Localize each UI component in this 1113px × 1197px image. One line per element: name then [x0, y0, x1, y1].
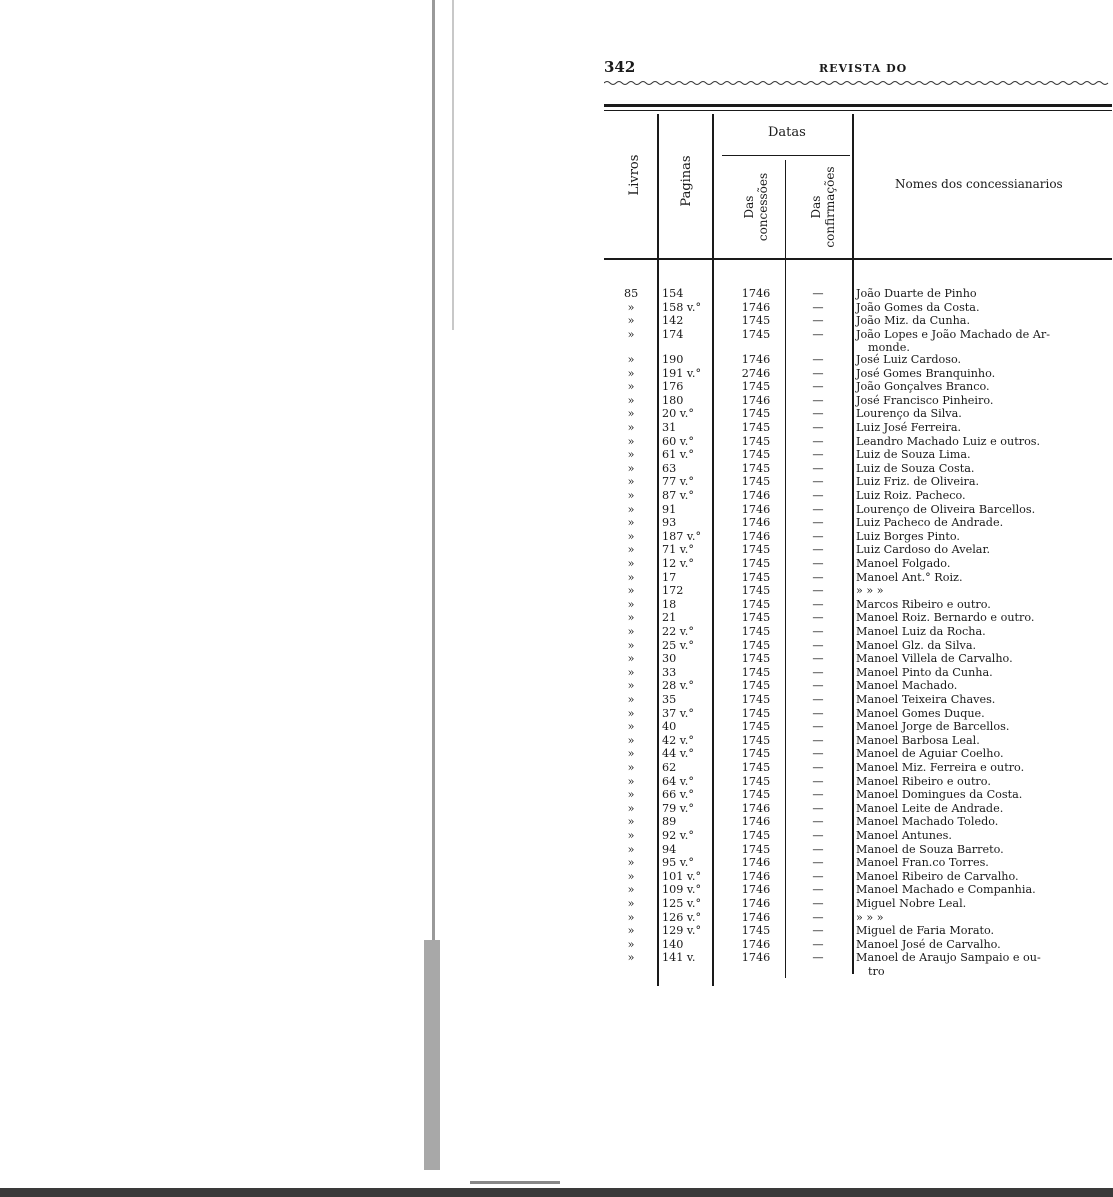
cell-pagina: 35: [662, 693, 677, 706]
cell-livro: »: [627, 679, 635, 693]
cell-pagina: 77 v.°: [662, 475, 694, 489]
cell-confirmacao: —: [812, 788, 824, 802]
cell-nome: Miguel Nobre Leal.: [856, 897, 967, 910]
cell-confirmacao: —: [812, 842, 824, 856]
cell-livro: »: [627, 842, 635, 856]
cell-concessao: 1745: [741, 706, 771, 720]
cell-confirmacao: —: [812, 597, 824, 611]
cell-pagina: 66 v.°: [662, 788, 694, 802]
cell-confirmacao: —: [812, 557, 824, 570]
cell-confirmacao: —: [812, 489, 824, 502]
cell-confirmacao: —: [812, 502, 824, 516]
cell-nome: Manoel Domingues da Costa.: [856, 788, 1023, 802]
cell-livro: »: [627, 570, 635, 584]
cell-confirmacao: —: [812, 951, 824, 965]
cell-nome: Luiz de Souza Costa.: [856, 461, 975, 475]
cell-pagina: 190: [662, 353, 684, 366]
cell-concessao: 1746: [741, 502, 771, 516]
binding-shadow: [424, 940, 440, 1170]
cell-livro: »: [627, 434, 635, 448]
cell-nome: Manoel Luiz da Rocha.: [856, 625, 986, 638]
cell-pagina: 92 v.°: [662, 829, 694, 842]
cell-confirmacao: —: [812, 869, 824, 883]
cell-livro: »: [627, 300, 635, 314]
cell-nome: João Duarte de Pinho: [856, 287, 977, 300]
binding-gutter-line-2: [452, 0, 454, 330]
cell-concessao: 1745: [741, 543, 771, 557]
cell-pagina: 22 v.°: [662, 625, 694, 638]
cell-nome: Leandro Machado Luiz e outros.: [856, 434, 1041, 448]
cell-nome: Manoel Villela de Carvalho.: [856, 652, 1013, 666]
cell-nome: Luiz Pacheco de Andrade.: [856, 516, 1004, 530]
cell-confirmacao: —: [812, 897, 824, 910]
cell-nome: Manoel Folgado.: [856, 557, 951, 570]
page-number: 342: [604, 58, 636, 76]
cell-concessao: 1745: [741, 679, 771, 693]
cell-nome: » » »: [856, 910, 884, 924]
cell-confirmacao: —: [812, 570, 824, 584]
cell-confirmacao: —: [812, 314, 824, 328]
cell-pagina: 95 v.°: [662, 856, 694, 870]
cell-nome: Manoel de Aguiar Coelho.: [856, 747, 1004, 761]
cell-nome: Manoel Machado e Companhia.: [856, 883, 1036, 897]
cell-confirmacao: —: [812, 720, 824, 734]
cell-concessao: 1746: [741, 910, 771, 924]
cell-livro: »: [627, 625, 635, 638]
cell-concessao: 1746: [741, 937, 771, 951]
cell-nome: João Miz. da Cunha.: [856, 314, 971, 328]
cell-pagina: 44 v.°: [662, 747, 694, 761]
cell-nome-continuation: monde.: [868, 341, 910, 355]
cell-pagina: 93: [662, 516, 677, 530]
cell-confirmacao: —: [812, 706, 824, 720]
scan-bottom-edge: [0, 1188, 1113, 1197]
cell-concessao: 1745: [741, 461, 771, 475]
cell-nome: João Lopes e João Machado de Ar-: [856, 327, 1051, 341]
header-nomes: Nomes dos concessianarios: [895, 177, 1063, 191]
cell-concessao: 1745: [741, 421, 771, 434]
cell-pagina: 71 v.°: [662, 543, 694, 557]
cell-livro: »: [627, 937, 635, 951]
cell-confirmacao: —: [812, 910, 824, 924]
cell-confirmacao: —: [812, 937, 824, 951]
cell-livro: »: [627, 638, 635, 652]
cell-confirmacao: —: [812, 516, 824, 530]
cell-confirmacao: —: [812, 529, 824, 543]
cell-pagina: 174: [662, 327, 684, 341]
cell-livro: »: [627, 529, 635, 543]
cell-livro: »: [627, 543, 635, 557]
cell-livro: »: [627, 788, 635, 802]
cell-concessao: 1745: [741, 924, 771, 938]
cell-concessao: 1746: [741, 516, 771, 530]
cell-livro: »: [627, 327, 635, 341]
cell-confirmacao: —: [812, 652, 824, 666]
cell-livro: »: [627, 597, 635, 611]
cell-pagina: 37 v.°: [662, 706, 694, 720]
cell-pagina: 17: [662, 570, 677, 584]
cell-nome: João Gonçalves Branco.: [856, 380, 990, 394]
cell-concessao: 1745: [741, 693, 771, 706]
cell-concessao: 1745: [741, 584, 771, 598]
cell-concessao: 1746: [741, 951, 771, 965]
cell-pagina: 141 v.: [662, 951, 696, 965]
cell-confirmacao: —: [812, 774, 824, 788]
cell-concessao: 1746: [741, 801, 771, 815]
cell-concessao: 1745: [741, 638, 771, 652]
header-datas: Datas: [768, 125, 806, 140]
cell-concessao: 1745: [741, 570, 771, 584]
cell-confirmacao: —: [812, 611, 824, 625]
cell-nome: Manoel Ribeiro e outro.: [856, 774, 991, 788]
cell-pagina: 89: [662, 815, 677, 829]
cell-pagina: 60 v.°: [662, 434, 694, 448]
cell-nome: Luiz de Souza Lima.: [856, 448, 971, 462]
cell-confirmacao: —: [812, 287, 824, 300]
cell-pagina: 87 v.°: [662, 489, 694, 502]
cell-nome: Manoel Glz. da Silva.: [856, 638, 977, 652]
header-das-confirmacoes: Das confirmações: [809, 166, 837, 248]
cell-nome: José Gomes Branquinho.: [856, 366, 996, 380]
cell-nome: Manoel Miz. Ferreira e outro.: [856, 761, 1025, 774]
cell-nome: Manoel Leite de Andrade.: [856, 801, 1004, 815]
cell-pagina: 101 v.°: [662, 869, 702, 883]
cell-concessao: 1746: [741, 856, 771, 870]
cell-concessao: 1745: [741, 597, 771, 611]
cell-confirmacao: —: [812, 693, 824, 706]
cell-confirmacao: —: [812, 543, 824, 557]
cell-nome: Manoel Ant.° Roiz.: [856, 570, 963, 584]
cell-pagina: 30: [662, 652, 677, 666]
cell-concessao: 1745: [741, 448, 771, 462]
cell-livro: »: [627, 733, 635, 747]
cell-concessao: 1745: [741, 761, 771, 774]
cell-confirmacao: —: [812, 366, 824, 380]
cell-confirmacao: —: [812, 584, 824, 598]
cell-livro: »: [627, 407, 635, 421]
cell-nome: Lourenço da Silva.: [856, 407, 962, 421]
cell-concessao: 1745: [741, 380, 771, 394]
cell-nome: Luiz Borges Pinto.: [856, 529, 960, 543]
cell-concessao: 1746: [741, 287, 771, 300]
cell-concessao: 1745: [741, 557, 771, 570]
cell-nome: » » »: [856, 584, 884, 598]
cell-confirmacao: —: [812, 665, 824, 679]
cell-concessao: 1746: [741, 883, 771, 897]
cell-livro: »: [627, 897, 635, 910]
header-bottom-rule: [604, 258, 1112, 260]
cell-pagina: 109 v.°: [662, 883, 702, 897]
cell-confirmacao: —: [812, 638, 824, 652]
cell-pagina: 142: [662, 314, 684, 328]
cell-concessao: 1745: [741, 788, 771, 802]
cell-nome: Luiz Roiz. Pacheco.: [856, 489, 966, 502]
wavy-rule: [604, 80, 1110, 86]
cell-concessao: 1745: [741, 625, 771, 638]
cell-nome: Manoel de Araujo Sampaio e ou-: [856, 951, 1041, 965]
cell-concessao: 1745: [741, 407, 771, 421]
cell-livro: 85: [624, 287, 639, 300]
cell-livro: »: [627, 314, 635, 328]
cell-livro: »: [627, 761, 635, 774]
cell-livro: »: [627, 366, 635, 380]
cell-confirmacao: —: [812, 421, 824, 434]
cell-confirmacao: —: [812, 829, 824, 842]
cell-concessao: 1745: [741, 611, 771, 625]
cell-pagina: 28 v.°: [662, 679, 694, 693]
cell-pagina: 40: [662, 720, 677, 734]
cell-livro: »: [627, 665, 635, 679]
cell-pagina: 140: [662, 937, 684, 951]
header-paginas: Paginas: [679, 155, 694, 207]
cell-concessao: 1746: [741, 393, 771, 407]
cell-livro: »: [627, 801, 635, 815]
cell-concessao: 1745: [741, 733, 771, 747]
cell-nome: Manoel Jorge de Barcellos.: [856, 720, 1010, 734]
cell-pagina: 126 v.°: [662, 910, 702, 924]
cell-pagina: 129 v.°: [662, 924, 702, 938]
cell-nome: Miguel de Faria Morato.: [856, 924, 995, 938]
cell-nome: Manoel José de Carvalho.: [856, 937, 1001, 951]
cell-pagina: 31: [662, 421, 677, 434]
cell-concessao: 1745: [741, 774, 771, 788]
cell-livro: »: [627, 380, 635, 394]
col-divider-1: [657, 114, 659, 986]
cell-nome: Manoel Teixeira Chaves.: [856, 693, 996, 706]
cell-pagina: 18: [662, 597, 677, 611]
cell-pagina: 154: [662, 287, 684, 300]
cell-concessao: 2746: [741, 366, 771, 380]
cell-nome: Manoel Machado.: [856, 679, 958, 693]
cell-confirmacao: —: [812, 625, 824, 638]
cell-pagina: 158 v.°: [662, 300, 702, 314]
cell-livro: »: [627, 584, 635, 598]
cell-pagina: 64 v.°: [662, 774, 694, 788]
cell-confirmacao: —: [812, 733, 824, 747]
cell-nome: Lourenço de Oliveira Barcellos.: [856, 502, 1036, 516]
cell-pagina: 91: [662, 502, 677, 516]
cell-concessao: 1745: [741, 314, 771, 328]
cell-confirmacao: —: [812, 924, 824, 938]
cell-confirmacao: —: [812, 856, 824, 870]
scan-smudge: [470, 1181, 560, 1184]
cell-nome: Manoel Antunes.: [856, 829, 952, 842]
cell-confirmacao: —: [812, 461, 824, 475]
cell-confirmacao: —: [812, 815, 824, 829]
cell-concessao: 1745: [741, 747, 771, 761]
table-top-rule-thin: [604, 110, 1112, 111]
cell-nome: Manoel Fran.co Torres.: [856, 856, 989, 870]
cell-pagina: 20 v.°: [662, 407, 694, 421]
cell-livro: »: [627, 393, 635, 407]
cell-livro: »: [627, 910, 635, 924]
cell-livro: »: [627, 353, 635, 366]
cell-nome: Marcos Ribeiro e outro.: [856, 597, 991, 611]
cell-concessao: 1745: [741, 434, 771, 448]
cell-livro: »: [627, 720, 635, 734]
header-das-concessoes: Das concessões: [742, 172, 770, 242]
cell-livro: »: [627, 883, 635, 897]
running-title: REVISTA DO: [819, 62, 908, 75]
cell-livro: »: [627, 869, 635, 883]
cell-concessao: 1745: [741, 720, 771, 734]
col-divider-4: [852, 114, 854, 974]
cell-nome: João Gomes da Costa.: [856, 300, 980, 314]
col-divider-2: [712, 114, 714, 986]
cell-livro: »: [627, 421, 635, 434]
cell-nome: Manoel Ribeiro de Carvalho.: [856, 869, 1019, 883]
cell-nome: Manoel Barbosa Leal.: [856, 733, 980, 747]
cell-confirmacao: —: [812, 883, 824, 897]
cell-pagina: 33: [662, 665, 677, 679]
cell-livro: »: [627, 461, 635, 475]
cell-livro: »: [627, 693, 635, 706]
cell-nome: José Francisco Pinheiro.: [856, 393, 994, 407]
cell-nome: Manoel Gomes Duque.: [856, 706, 985, 720]
cell-concessao: 1745: [741, 829, 771, 842]
cell-confirmacao: —: [812, 747, 824, 761]
cell-nome: Manoel Machado Toledo.: [856, 815, 999, 829]
cell-confirmacao: —: [812, 300, 824, 314]
cell-pagina: 125 v.°: [662, 897, 702, 910]
cell-pagina: 25 v.°: [662, 638, 694, 652]
cell-confirmacao: —: [812, 353, 824, 366]
cell-pagina: 61 v.°: [662, 448, 694, 462]
cell-nome-continuation: tro: [868, 965, 885, 978]
cell-pagina: 191 v.°: [662, 366, 702, 380]
cell-pagina: 94: [662, 842, 677, 856]
cell-concessao: 1746: [741, 869, 771, 883]
cell-nome: José Luiz Cardoso.: [856, 353, 962, 366]
cell-concessao: 1745: [741, 652, 771, 666]
cell-concessao: 1746: [741, 815, 771, 829]
cell-livro: »: [627, 924, 635, 938]
cell-concessao: 1746: [741, 300, 771, 314]
cell-livro: »: [627, 706, 635, 720]
cell-pagina: 187 v.°: [662, 529, 702, 543]
cell-nome: Manoel Roiz. Bernardo e outro.: [856, 611, 1035, 625]
cell-livro: »: [627, 747, 635, 761]
cell-nome: Luiz José Ferreira.: [856, 421, 962, 434]
page-header: [604, 58, 1109, 80]
datas-subrule: [722, 155, 850, 156]
cell-confirmacao: —: [812, 407, 824, 421]
cell-confirmacao: —: [812, 434, 824, 448]
cell-livro: »: [627, 489, 635, 502]
cell-livro: »: [627, 516, 635, 530]
cell-confirmacao: —: [812, 327, 824, 341]
cell-livro: »: [627, 652, 635, 666]
cell-confirmacao: —: [812, 380, 824, 394]
cell-livro: »: [627, 448, 635, 462]
cell-concessao: 1746: [741, 897, 771, 910]
cell-pagina: 176: [662, 380, 684, 394]
cell-nome: Manoel Pinto da Cunha.: [856, 665, 993, 679]
cell-nome: Luiz Friz. de Oliveira.: [856, 475, 980, 489]
cell-livro: »: [627, 774, 635, 788]
cell-nome: Manoel de Souza Barreto.: [856, 842, 1004, 856]
cell-livro: »: [627, 951, 635, 965]
col-divider-3: [785, 160, 786, 978]
cell-confirmacao: —: [812, 475, 824, 489]
cell-concessao: 1745: [741, 327, 771, 341]
cell-concessao: 1745: [741, 842, 771, 856]
cell-livro: »: [627, 856, 635, 870]
cell-livro: »: [627, 611, 635, 625]
cell-confirmacao: —: [812, 448, 824, 462]
header-livros: Livros: [627, 154, 642, 196]
cell-livro: »: [627, 815, 635, 829]
cell-pagina: 79 v.°: [662, 801, 694, 815]
cell-concessao: 1745: [741, 665, 771, 679]
cell-confirmacao: —: [812, 393, 824, 407]
cell-pagina: 63: [662, 461, 677, 475]
cell-concessao: 1745: [741, 475, 771, 489]
cell-pagina: 180: [662, 393, 684, 407]
cell-pagina: 12 v.°: [662, 557, 694, 570]
cell-livro: »: [627, 475, 635, 489]
cell-pagina: 172: [662, 584, 684, 598]
cell-confirmacao: —: [812, 761, 824, 774]
cell-livro: »: [627, 502, 635, 516]
cell-pagina: 21: [662, 611, 677, 625]
cell-confirmacao: —: [812, 801, 824, 815]
cell-livro: »: [627, 557, 635, 570]
cell-confirmacao: —: [812, 679, 824, 693]
cell-concessao: 1746: [741, 353, 771, 366]
cell-pagina: 62: [662, 761, 677, 774]
cell-concessao: 1746: [741, 529, 771, 543]
cell-pagina: 42 v.°: [662, 733, 694, 747]
cell-livro: »: [627, 829, 635, 842]
table-top-rule: [604, 104, 1112, 107]
cell-concessao: 1746: [741, 489, 771, 502]
cell-nome: Luiz Cardoso do Avelar.: [856, 543, 991, 557]
